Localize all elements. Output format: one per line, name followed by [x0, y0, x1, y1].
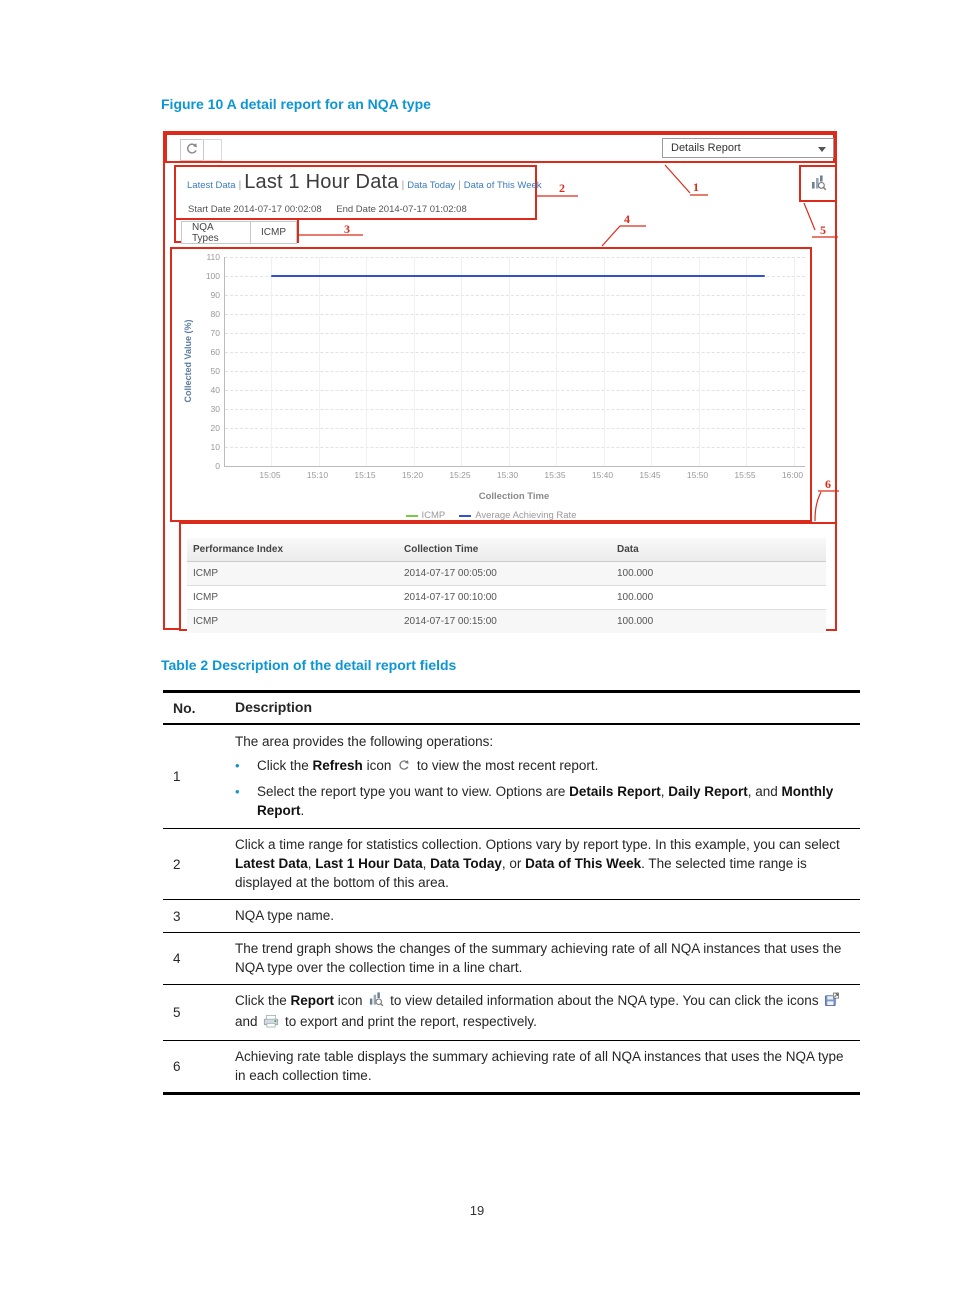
table-cell: 2014-07-17 00:15:00: [398, 610, 611, 634]
v-gridline: [794, 257, 795, 466]
time-range-link[interactable]: Data Today: [407, 180, 456, 191]
bullet-icon: •: [235, 758, 240, 773]
trend-chart: [170, 247, 812, 522]
text-run: The area provides the following operations:: [235, 734, 494, 749]
legend-label: ICMP: [421, 510, 446, 521]
text-run: Achieving rate table displays the summary achieving rate of all NQA instances that uses the NQA type in each collection time.: [235, 1049, 844, 1083]
text-run: icon: [334, 993, 367, 1008]
bold-text: Data Today: [430, 856, 502, 871]
refresh-icon: [185, 142, 199, 159]
time-range-link[interactable]: Data of This Week: [463, 180, 542, 191]
v-gridline: [651, 257, 652, 466]
y-tick-label: 10: [210, 442, 220, 452]
x-tick-label: 15:40: [591, 470, 614, 480]
v-gridline: [319, 257, 320, 466]
text-run: .: [300, 803, 305, 818]
row-number: 3: [173, 908, 181, 924]
x-axis-label: Collection Time: [478, 491, 550, 502]
legend-item: [459, 510, 576, 521]
time-range-link[interactable]: Latest Data: [187, 180, 236, 191]
table-cell: 100.000: [611, 586, 826, 610]
chart-legend: [172, 510, 810, 521]
print-icon: [263, 1014, 279, 1033]
time-range-selected[interactable]: Last 1 Hour Data: [244, 171, 399, 193]
nqa-tabs-area: [174, 218, 299, 243]
table-caption: Table 2 Description of the detail report fields: [161, 657, 457, 673]
callout-number: 6: [825, 477, 831, 491]
bold-text: Monthly Report: [257, 784, 834, 818]
legend-swatch: [406, 515, 418, 517]
h-gridline: [225, 447, 805, 448]
callout-number: 2: [559, 181, 565, 195]
data-line-average-achieving-rate: [271, 275, 765, 277]
description-row: [163, 829, 860, 900]
y-tick-label: 110: [206, 252, 220, 262]
row-number: 4: [173, 951, 181, 966]
bold-text: Data of This Week: [525, 856, 642, 871]
report-icon-button[interactable]: [799, 165, 837, 202]
y-tick-label: 60: [210, 347, 220, 357]
table-cell: 100.000: [611, 562, 826, 586]
paragraph: [235, 1047, 856, 1085]
row-description: [235, 829, 860, 899]
table-row: [187, 586, 826, 610]
h-gridline: [225, 295, 805, 296]
bullet-text: [257, 756, 856, 777]
description-column-header: Description: [235, 699, 313, 715]
y-tick-label: 0: [215, 461, 220, 471]
h-gridline: [225, 333, 805, 334]
x-tick-label: 15:50: [686, 470, 709, 480]
toolbar-empty-cell: [202, 139, 222, 161]
x-tick-label: 15:55: [734, 470, 756, 480]
v-gridline: [699, 257, 700, 466]
description-row: [163, 933, 860, 985]
y-tick-label: 100: [205, 271, 220, 281]
text-run: NQA type name.: [235, 908, 335, 923]
bold-text: Refresh: [312, 758, 363, 773]
bold-text: Details Report: [569, 784, 661, 799]
toolbar: [165, 133, 835, 163]
text-run: , and: [747, 784, 782, 799]
table-row: [187, 562, 826, 586]
x-tick-label: 15:20: [401, 470, 424, 480]
text-run: ,: [660, 784, 669, 799]
description-row: [163, 725, 860, 829]
text-run: Click a time range for statistics collection. Options vary by report type. In this example, you can select: [235, 837, 840, 852]
table-cell: ICMP: [187, 586, 398, 610]
x-tick-label: 15:05: [259, 470, 281, 480]
row-number: 5: [173, 1005, 181, 1020]
description-row: [163, 985, 860, 1041]
table-row: [187, 610, 826, 634]
time-range-area: [174, 165, 542, 220]
column-header: Data: [611, 538, 826, 562]
separator: |: [401, 180, 405, 191]
bullet-text: [257, 782, 856, 820]
paragraph: [235, 732, 856, 751]
legend-item: [406, 510, 446, 521]
chevron-down-icon: [818, 147, 826, 152]
text-run: to view detailed information about the NQA type. You can click the icons: [386, 993, 823, 1008]
tab-icmp[interactable]: ICMP: [250, 222, 296, 243]
legend-label: Average Achieving Rate: [475, 510, 577, 521]
text-run: Click the: [257, 758, 313, 773]
achieving-table-head: [187, 538, 826, 562]
description-row: [163, 900, 860, 933]
paragraph: [235, 835, 856, 892]
plot-area: [224, 257, 805, 467]
tab-nqa-types[interactable]: NQA Types: [192, 221, 219, 244]
row-number: 6: [173, 1059, 181, 1074]
callout-number: 3: [344, 222, 350, 236]
text-run: ,: [422, 856, 431, 871]
x-tick-label: 15:45: [639, 470, 661, 480]
callout-number: 4: [624, 212, 630, 226]
paragraph: [235, 906, 856, 925]
v-gridline: [271, 257, 272, 466]
achieving-table-body: [187, 562, 826, 634]
page-number: 19: [469, 1203, 485, 1218]
no-column-header: No.: [173, 699, 196, 716]
description-row: [163, 1041, 860, 1095]
row-description: [235, 725, 860, 828]
column-header: Performance Index: [187, 538, 398, 562]
achieving-rate-table: [187, 538, 826, 633]
x-tick-label: 15:35: [544, 470, 566, 480]
table-cell: 100.000: [611, 610, 826, 634]
header-row: [187, 538, 826, 562]
row-number: 2: [173, 856, 181, 872]
bullet-line: [235, 756, 856, 777]
text-run: ,: [307, 856, 316, 871]
row-description: [235, 933, 860, 984]
text-run: , or: [501, 856, 526, 871]
figure-caption: Figure 10 A detail report for an NQA type: [161, 96, 431, 112]
x-tick-label: 15:15: [354, 470, 376, 480]
nqa-report-screenshot: [163, 131, 837, 630]
nqa-tabs: [181, 221, 297, 244]
row-description: [235, 985, 860, 1040]
x-tick-label: 15:10: [306, 470, 329, 480]
v-gridline: [509, 257, 510, 466]
y-tick-label: 70: [210, 328, 220, 338]
export-icon: [824, 992, 840, 1012]
h-gridline: [225, 390, 805, 391]
report-icon: [368, 991, 384, 1012]
paragraph: [235, 991, 856, 1033]
bullet-line: [235, 782, 856, 820]
row-number: 1: [173, 769, 181, 784]
text-run: to export and print the report, respectively.: [281, 1014, 537, 1029]
v-gridline: [414, 257, 415, 466]
text-run: Click the: [235, 993, 291, 1008]
table-cell: 2014-07-17 00:05:00: [398, 562, 611, 586]
bold-text: Latest Data: [235, 856, 308, 871]
h-gridline: [225, 428, 805, 429]
v-gridline: [556, 257, 557, 466]
y-tick-label: 90: [210, 290, 220, 300]
separator: |: [458, 180, 461, 191]
start-date-label: Start Date 2014-07-17 00:02:08: [188, 204, 322, 215]
v-gridline: [746, 257, 747, 466]
paragraph: [235, 939, 856, 977]
bold-text: Report: [290, 993, 335, 1008]
y-tick-label: 50: [210, 366, 220, 376]
callout-number: 5: [820, 223, 826, 237]
time-range-dates: [188, 204, 479, 215]
report-type-value: Details Report: [671, 142, 741, 154]
text-run: . The selected time range is displayed at the bottom of this area.: [235, 856, 807, 890]
separator: |: [238, 180, 242, 191]
text-run: Select the report type you want to view. Options are: [257, 784, 570, 799]
refresh-icon: [397, 758, 411, 777]
text-run: icon: [362, 758, 396, 773]
h-gridline: [225, 409, 805, 410]
description-table: [163, 690, 860, 1095]
row-description: [235, 900, 860, 932]
description-table-header: [163, 690, 860, 725]
h-gridline: [225, 352, 805, 353]
y-tick-label: 30: [210, 404, 220, 414]
column-header: Collection Time: [398, 538, 611, 562]
v-gridline: [366, 257, 367, 466]
v-gridline: [604, 257, 605, 466]
legend-swatch: [459, 515, 471, 517]
y-axis-label: Collected Value (%): [183, 319, 193, 403]
h-gridline: [225, 314, 805, 315]
text-run: and: [235, 1014, 262, 1029]
h-gridline: [225, 257, 805, 258]
callout-number: 1: [693, 180, 699, 194]
x-tick-label: 15:30: [496, 470, 519, 480]
y-tick-label: 20: [210, 423, 220, 433]
y-tick-label: 80: [210, 309, 220, 319]
bullet-icon: •: [235, 784, 240, 799]
table-cell: 2014-07-17 00:10:00: [398, 586, 611, 610]
text-run: to view the most recent report.: [413, 758, 599, 773]
y-tick-label: 40: [210, 385, 220, 395]
v-gridline: [461, 257, 462, 466]
report-type-dropdown[interactable]: [662, 138, 834, 158]
x-tick-label: 15:25: [449, 470, 471, 480]
bold-text: Last 1 Hour Data: [315, 856, 423, 871]
end-date-label: End Date 2014-07-17 01:02:08: [336, 204, 467, 215]
table-cell: ICMP: [187, 610, 398, 634]
x-tick-label: 16:00: [781, 470, 804, 480]
h-gridline: [225, 371, 805, 372]
refresh-button[interactable]: [180, 139, 204, 161]
row-description: [235, 1041, 860, 1092]
report-icon: [810, 174, 827, 194]
achieving-rate-table-area: [179, 522, 837, 631]
text-run: The trend graph shows the changes of the summary achieving rate of all NQA instances that uses the NQA type over the collection time in a line chart.: [235, 941, 842, 975]
time-range-links: [187, 171, 542, 194]
table-cell: ICMP: [187, 562, 398, 586]
bold-text: Daily Report: [668, 784, 748, 799]
